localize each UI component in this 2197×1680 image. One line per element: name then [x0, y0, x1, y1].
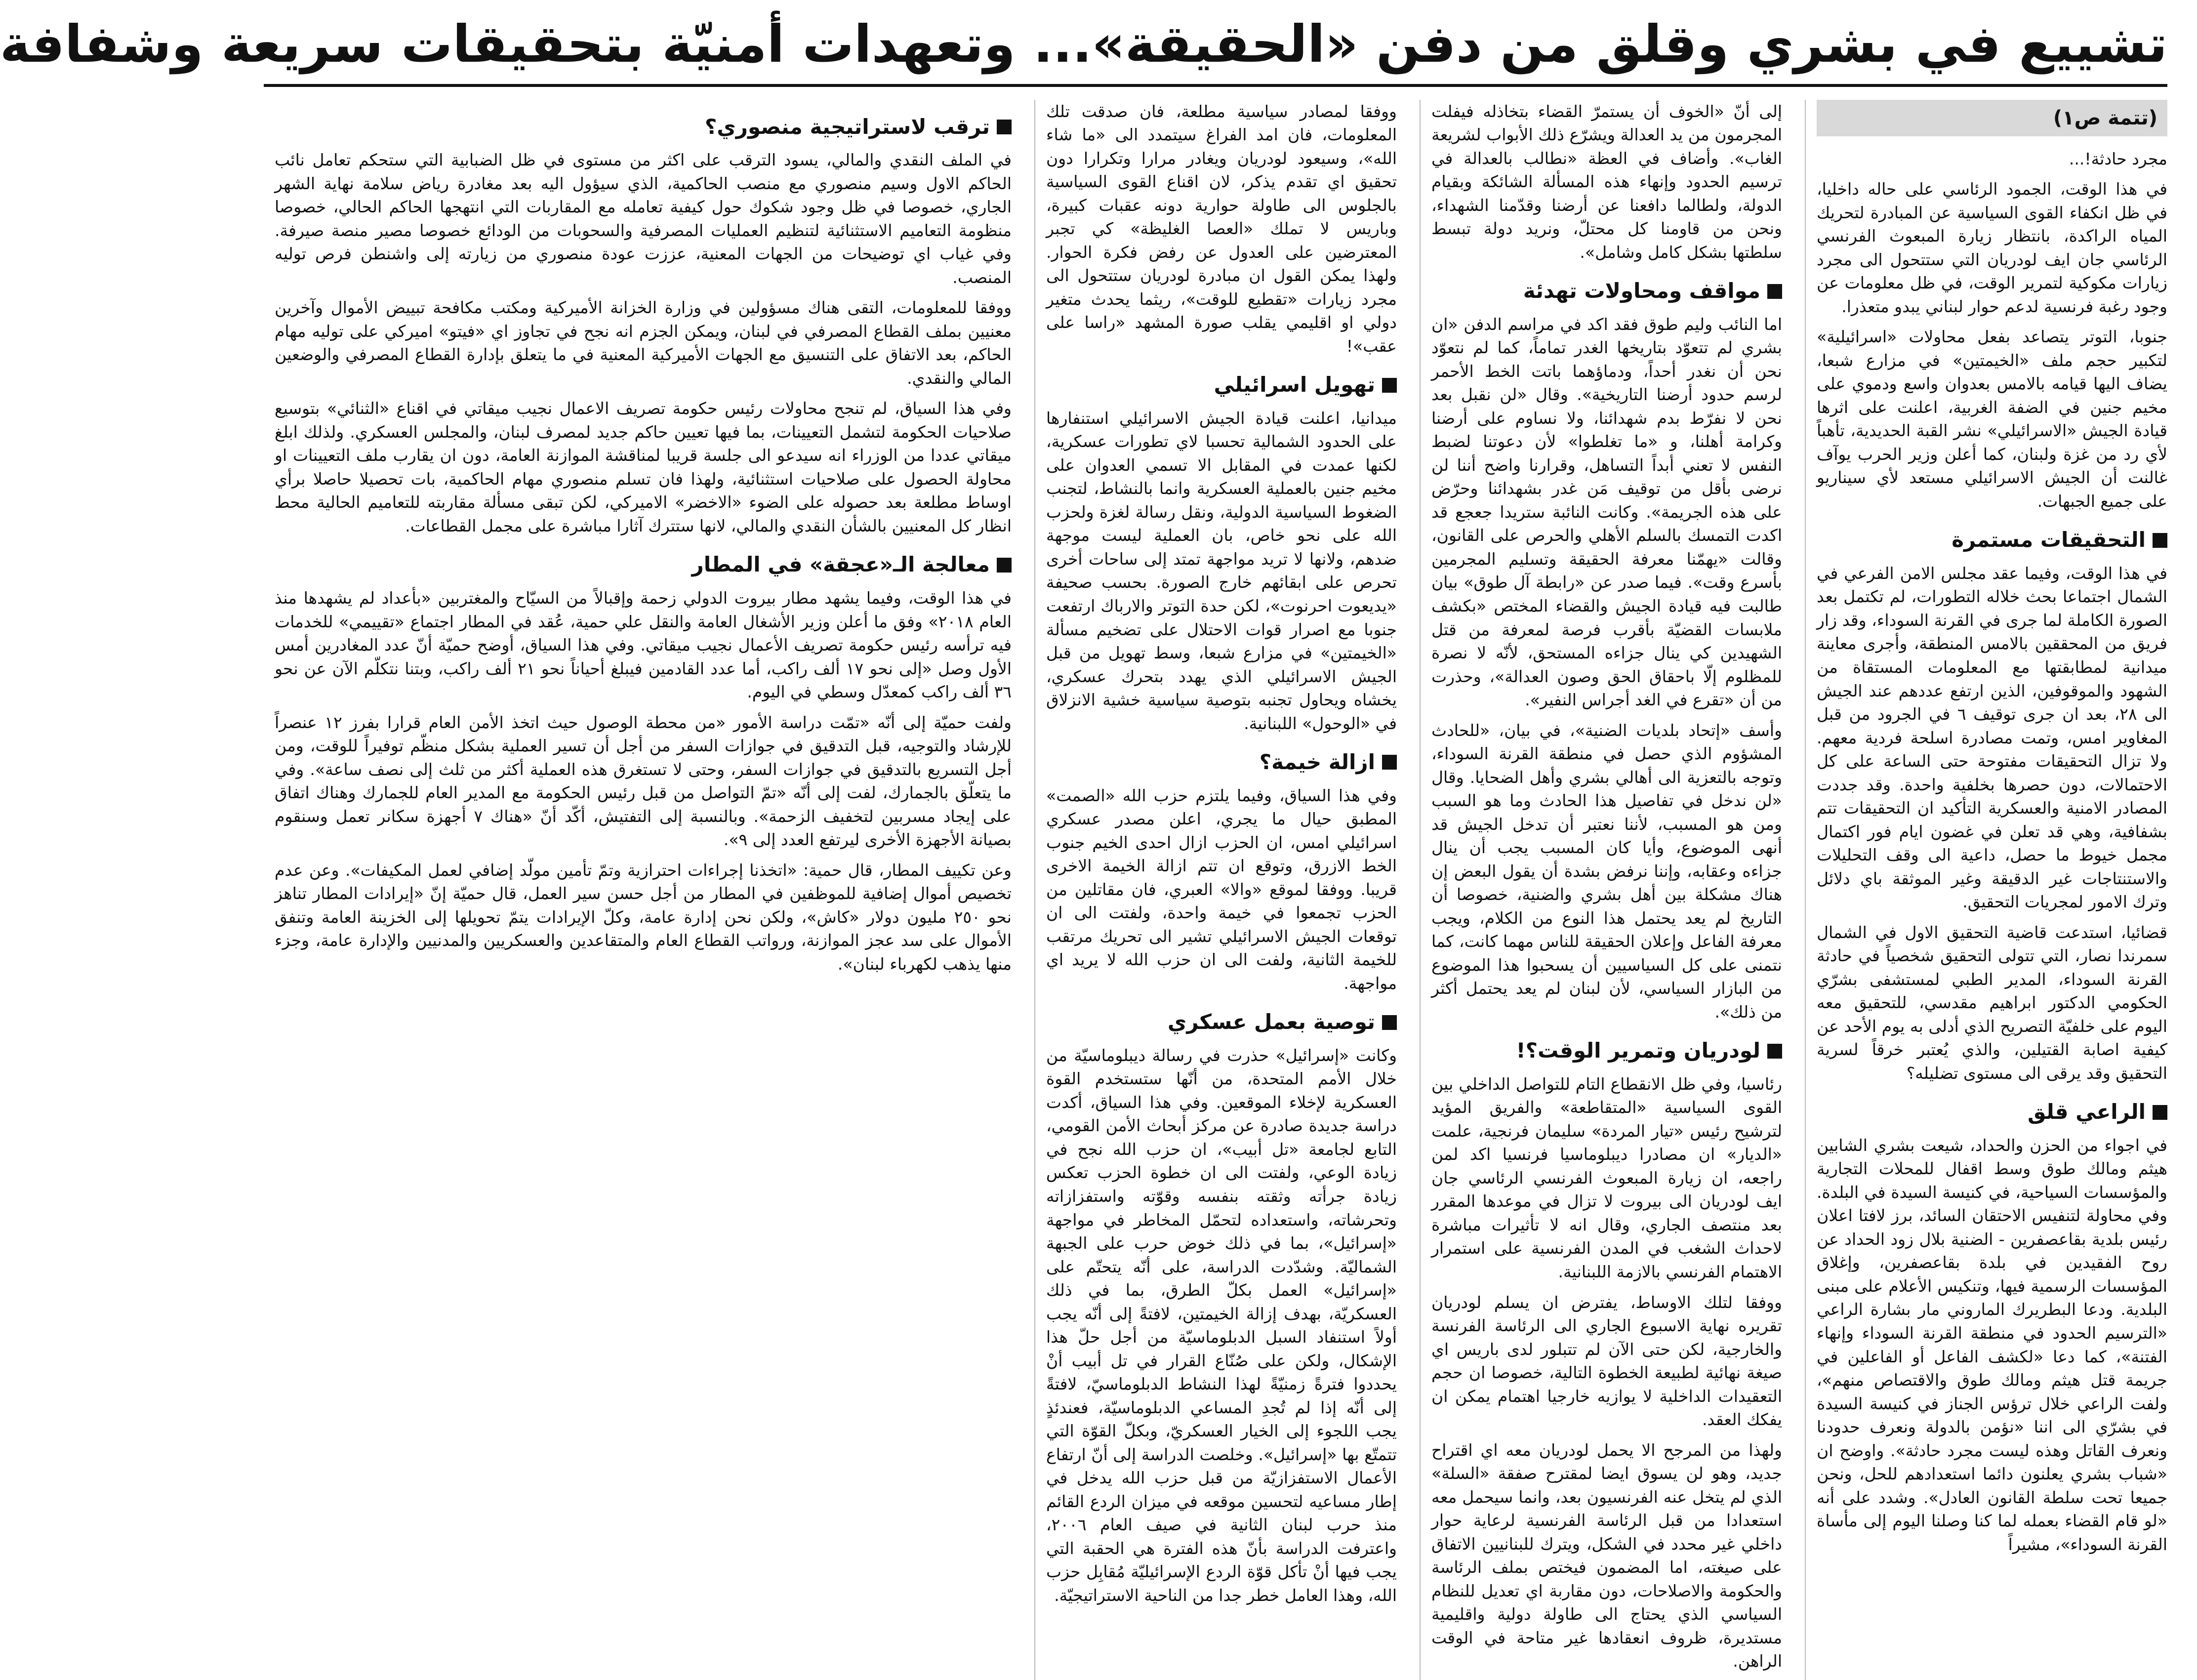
section-heading — [1431, 278, 1782, 305]
section-heading-text: توصية بعمل عسكري — [1167, 1010, 1375, 1034]
section-heading — [1046, 371, 1397, 399]
square-bullet-icon — [1382, 378, 1397, 393]
paragraph: في اجواء من الحزن والحداد، شيعت بشري الشابين هيثم ومالك طوق وسط اقفال للمحلات التجارية والمؤسسات السياحية، في كنيسة السيدة في البلدة. وفي محاولة لتنفيس الاحتقان السائد، برز لافتا اعلان رئيس بلدية بقاعصفرين - الضنية بلال زود الحداد عن روح الفقيدين في بلدة بقاعصفرين، وإغلاق المؤسسات الرسمية فيها، وتنكيس الأعلام على مبنى البلدية. ودعا البطريرك الماروني مار بشارة الراعي «الترسيم الحدود في منطقة القرنة السوداء وإنهاء الفتنة»، كما دعا «لكشف الفاعل أو الفاعلين في جريمة قتل هيثم ومالك طوق والاقتصاص منهم»، ولفت الراعي خلال ترؤس الجناز في كنيسة السيدة في بشرّي الى اننا «نؤمن بالدولة ونعرف حدودنا ونعرف القاتل وهذه ليست مجرد حادثة». واوضح ان «شباب بشري يعلنون دائما استعدادهم للحل، ونحن جميعا تحت سلطة القانون العادل». وشدد على أنه «لو قام القضاء بعمله لما كنا وصلنا اليوم إلى مأساة القرنة السوداء»، مشيراً — [1817, 1135, 2167, 1554]
square-bullet-icon — [1382, 1015, 1397, 1030]
paragraph: وأسف «إتحاد بلديات الضنية»، في بيان، «للحادث المشؤوم الذي حصل في منطقة القرنة السوداء، وتوجه بالتعزية الى أهالي بشري وأهل الضحايا. وقال «لن ندخل في تفاصيل هذا الحادث وما هو السبب ومن هو المسبب، لأننا نعتبر أن تدخل الجيش قد أنهى الموضوع، وأيا كان المسبب يجب أن ينال جزاءه وعقابه، وإننا نرفض بشدة أن يقول البعض إن هناك مشكلة بين أهل بشري والضنية، خصوصا أن التاريخ لم يعد يحتمل هذا النوع من الكلام، ويجب معرفة الفاعل وإعلان الحقيقة للناس مهما كانت، كما نتمنى على كل السياسيين أن يسحبوا هذا الموضوع من البازار السياسي، لأن لبنان لم يعد يحتمل أكثر من ذلك». — [1431, 720, 1782, 1022]
square-bullet-icon — [2153, 1105, 2167, 1120]
section-heading — [1046, 1009, 1397, 1036]
section-heading — [275, 114, 1012, 141]
section-heading — [275, 551, 1012, 578]
headline-rule — [264, 84, 2167, 87]
section-heading-text: مواقف ومحاولات تهدئة — [1523, 279, 1760, 303]
section-heading-text: الراعي قلق — [2028, 1100, 2146, 1124]
article-columns — [264, 100, 2168, 1671]
column-3 — [1034, 100, 1397, 1680]
paragraph: إلى أنّ «الخوف أن يستمرّ القضاء بتخاذله فيفلت المجرمون من يد العدالة ويشرّع ذلك الأبواب لشريعة الغاب». وأضاف في العظة «نطالب بالعدالة في ترسيم الحدود وإنهاء هذه المسألة الشائكة وبقيام الدولة، ولطالما دافعنا عن أرضنا وقدّمنا الشهداء، ونحن من قاومنا كل محتلّ، ونريد دولة تبسط سلطتها بشكل كامل وشامل». — [1431, 101, 1782, 262]
paragraph: رئاسيا، وفي ظل الانقطاع التام للتواصل الداخلي بين القوى السياسية «المتقاطعة» والفريق المؤيد لترشيح رئيس «تيار المردة» سليمان فرنجية، علمت «الديار» ان مصادرا ديبلوماسيا فرنسيا اكد لمن راجعه، ان زيارة المبعوث الفرنسي الرئاسي جان ايف لودريان الى بيروت لا تزال في موعدها المقرر بعد منتصف الجاري، وقال انه لا تأثيرات مباشرة لاحداث الشغب في المدن الفرنسية على استمرار الاهتمام الفرنسي بالازمة اللبنانية. — [1431, 1074, 1782, 1281]
column-1 — [1805, 100, 2167, 1680]
section-heading-text: التحقيقات مستمرة — [1952, 528, 2146, 552]
paragraph: وفي هذا السياق، وفيما يلتزم حزب الله «الصمت» المطبق حيال ما يجري، اعلن مصدر عسكري اسرائيلي امس، ان الحزب ازال احدى الخيم جنوب الخط الازرق، وتوقع ان تتم ازالة الخيمة الاخرى قريبا. ووفقا لموقع «والا» العبري، فان مقاتلين من الحزب تجمعوا في خيمة واحدة، ولفتت الى ان توقعات الجيش الاسرائيلي تشير الى تحريك مرتقب للخيمة الثانية، ولفت الى ان حزب الله لا يريد اي مواجهة. — [1046, 785, 1397, 993]
paragraph: في هذا الوقت، وفيما يشهد مطار بيروت الدولي زحمة وإقبالاً من السيّاح والمغتربين «بأعداد لم يشهدها منذ العام ٢٠١٨» وفق ما أعلن وزير الأشغال العامة والنقل علي حمية، عُقد في المطار اجتماع «تقييمي» للخدمات فيه ترأسه رئيس حكومة تصريف الأعمال نجيب ميقاتي. وفي هذا السياق، أوضح حميّة أنّ عدد المغادرين أمس الأول وصل «إلى نحو ١٧ ألف راكب، أما عدد القادمين فيبلغ أحياناً نحو ٢١ ألف راكب، وبتنا نتكلّم الآن عن نحو ٣٦ ألف راكب كمعدّل وسطي في اليوم. — [275, 588, 1012, 702]
square-bullet-icon — [997, 120, 1012, 134]
paragraph: مجرد حادثة!... — [2069, 149, 2167, 168]
section-heading-text: تهويل اسرائيلي — [1214, 372, 1375, 397]
paragraph: في الملف النقدي والمالي، يسود الترقب على اكثر من مستوى في ظل الضبابية التي ستحكم تعامل نائب الحاكم الاول وسيم منصوري مع منصب الحاكمية، الذي سيؤول اليه بعد مغادرة رياض سلامة نهاية الشهر الجاري، خصوصا في ظل وجود شكوك حول كيفية تعامله مع المقاربات التي انتهجها الحاكم الحالي، خصوصا منظومة التعاميم الاستثنائية لتنظيم العمليات المصرفية والسحوبات من الودائع خصوصا مصير منصة صيرفة. وفي غياب اي توضيحات من الجهات المعنية، عززت عودة منصوري من زيارته إلى واشنطن فرص توليه المنصب. — [275, 150, 1012, 287]
section-heading — [1431, 1037, 1782, 1065]
paragraph: في هذا الوقت، وفيما عقد مجلس الامن الفرعي في الشمال اجتماعا بحث خلاله التطورات، لم تكتمل بعد الصورة الكاملة لما جرى في القرنة السوداء، وقد زار فريق من المحققين بالامس المنطقة، وأجرى معاينة ميدانية لمطابقتها مع المعلومات المستقاة من الشهود والموقوفين، الذين ارتفع عددهم عند الجيش الى ٢٨، بعد ان جرى توقيف ٦ في الجرود من قبل المغاوير امس، وتمت مصادرة اسلحة فردية معهم. ولا تزال التحقيقات مفتوحة حتى الساعة على كل الاحتمالات، دون حصرها بخلفية واحدة. وقد جددت المصادر الامنية والعسكرية التأكيد ان التحقيقات تتم بشفافية، وهي قد تعلن في غضون ايام فور اكتمال مجمل خيوط ما حصل، داعية الى وقف التحليلات والاستنتاجات غير الدقيقة وغير الموثقة باي دلائل وترك الامور لمجريات التحقيق. — [1817, 563, 2168, 912]
square-bullet-icon — [2153, 533, 2167, 548]
paragraph: وعن تكييف المطار، قال حمية: «اتخذنا إجراءات احترازية وتمّ تأمين مولّد إضافي لعمل المكيفات». وعن عدم تخصيص أموال إضافية للموظفين في المطار من أجل حسن سير العمل، قال حميّة إنّ «إيرادات المطار تناهز نحو ٢٥٠ مليون دولار «كاش»، ولكن نحن إدارة عامة، وكلّ الإيرادات يتمّ تحويلها إلى الخزينة العامة وتنفق الأموال على سد عجز الموازنة، ورواتب القطاع العام والمتقاعدين والعسكريين والمدنيين والإدارة عامة، وجزء منها يذهب لكهرباء لبنان». — [275, 860, 1012, 974]
square-bullet-icon — [1767, 1044, 1782, 1059]
paragraph: ووفقا لتلك الاوساط، يفترض ان يسلم لودريان تقريره نهاية الاسبوع الجاري الى الرئاسة الفرنسة والخارجية، لكن حتى الآن لم تتبلور لدى باريس اي صيغة نهائية لطبيعة الخطوة التالية، خصوصا ان حجم التعقيدات الداخلية لا يوازيه خارجيا اهتمام يمكن ان يفكك العقد. — [1431, 1292, 1782, 1430]
paragraph: جنوبا، التوتر يتصاعد بفعل محاولات «اسرائيلية» لتكبير حجم ملف «الخيمتين» في مزارع شبعا، يضاف اليها قيامه بالامس بعدوان واسع ودموي على مخيم جنين في الضفة الغربية، اعلنت على اثرها قيادة الجيش «الاسرائيلي» نشر القبة الحديدية، تأهباً لأي رد من غزة ولبنان، كما أعلن وزير الحرب يوآف غالنت أن الجيش الاسرائيلي مستعد لأي سيناريو على جميع الجبهات. — [1817, 327, 2167, 511]
paragraph: وكانت «إسرائيل» حذرت في رسالة ديبلوماسيّة من خلال الأمم المتحدة، من أنّها ستستخدم القوة العسكرية لإخلاء الموقعين. وفي هذا السياق، أكدت دراسة جديدة صادرة عن مركز أبحاث الأمن القومي، التابع لجامعة «تل أبيب»، ان حزب الله نجح في زيادة الوعي، ولفتت الى ان خطوة الحزب تعكس زيادة جرأته وثقته بنفسه وقوّته واستفزازاته وتحرشاته، واستعداده لتحمّل المخاطر في مواجهة «إسرائيل»، بما في ذلك خوض حرب على الجبهة الشماليّة. وشدّدت الدراسة، على أنّه يتحتّم على «إسرائيل» العمل بكلّ الطرق، بما في ذلك العسكريّة، بهدف إزالة الخيمتين، لافتةً إلى أنّه يجب أولاً استنفاد السبل الدبلوماسيّة من أجل حلّ هذا الإشكال، ولكن على صُنّاع القرار في تل أبيب أنْ يحددوا فترةً زمنيّةً لهذا النشاط الدبلوماسيّ، لافتةً إلى أنّه إذا لم تُجدِ المساعي الدبلوماسيّة، فعندئذٍ يجب اللجوء إلى الخيار العسكريّ، وبكلّ القوّة التي تتمتّع بها «إسرائيل». وخلصت الدراسة إلى أنّ ارتفاع الأعمال الاستفزازيّة من قبل حزب الله يدخل في إطار مساعيه لتحسين موقعه في ميزان الردع القائم منذ حرب لبنان الثانية في صيف العام ٢٠٠٦، واعترفت الدراسة بأنّ هذه الفترة هي الحقبة التي يجب فيها أنْ تأكل قوّة الردع الإسرائيليّة مُقابِل حزب الله، وهذا العامل خطر جدا من الناحية الاستراتيجيّة. — [1046, 1045, 1397, 1605]
paragraph: وفي هذا السياق، لم تنجح محاولات رئيس حكومة تصريف الاعمال نجيب ميقاتي في اقناع «الثنائي» بتوسيع صلاحيات الحكومة لتشمل التعيينات، بما فيها تعيين حاكم جديد لمصرف لبنان، والمجلس العسكري. ولذلك ابلغ ميقاتي عددا من الوزراء انه سيدعو الى جلسة قريبا لمناقشة الموازنة العامة، دون ان يقارب ملف التعيينات او محاولة الحصول على صلاحيات استثنائية، ولهذا فان تسلم منصوري مهام الحاكمية، بات تحصيلا حاصلا برأي اوساط مطلعة بعد حصوله على الضوء «الاخضر» الاميركي، لكن تبقى مسألة مقاربته للتعاميم الحالية محط انظار كل المعنيين بالشأن النقدي والمالي، لانها ستترك آثارا مباشرة على مجمل القطاعات. — [275, 399, 1012, 535]
paragraph: ميدانيا، اعلنت قيادة الجيش الاسرائيلي استنفارها على الحدود الشمالية تحسبا لاي تطورات عسكرية، لكنها عمدت في المقابل الا تسمي العدوان على مخيم جنين بالعملية العسكرية وانما بالنشاط، لتجنب الضغوط السياسية الدولية، ونقل رسالة لغزة ولحزب الله على نحو خاص، بان العملية ليست موجهة ضدهم، ولانها لا تريد مواجهة تمتد إلى ساحات أخرى تحرص على ابقائهم خارج الصورة. بحسب صحيفة «يديعوت احرنوت»، لكن حدة التوتر والارباك ارتفعت جنوبا مع اصرار قوات الاحتلال على تضخيم مسألة «الخيمتين» في مزارع شبعا، وسط تهويل من قبل الجيش الاسرائيلي الذي يهدد بتحرك عسكري، يخشاه ويحاول تجنبه بتوصية سياسية خشية الانزلاق في «الوحول» اللبنانية. — [1046, 408, 1397, 733]
column-4 — [264, 100, 1012, 1680]
section-heading-text: ترقب لاستراتيجية منصوري؟ — [704, 114, 990, 139]
section-heading — [1046, 749, 1397, 776]
paragraph: ووفقا للمعلومات، التقى هناك مسؤولين في وزارة الخزانة الأميركية ومكتب مكافحة تبييض الأموال وآخرين معنيين بملف القطاع المصرفي في لبنان، ويمكن الجزم انه نجح في تجاوز اي «فيتو» اميركي على توليه مهام الحاكم، بعد الاتفاق على التنسيق مع الجهات الأميركية المعنية في ما يتعلق بإدارة القطاع المصرفي والوضعين المالي والنقدي. — [275, 298, 1012, 388]
section-heading — [1817, 527, 2167, 554]
section-heading — [1817, 1099, 2167, 1126]
paragraph: ولهذا من المرجح الا يحمل لودريان معه اي اقتراح جديد، وهو لن يسوق ايضا لمقترح صفقة «السلة» الذي لم يتخل عنه الفرنسيون بعد، وانما سيحمل معه استعدادا من قبل الرئاسة الفرنسية لرعاية حوار داخلي غير محدد في الشكل، ويترك للبنانيين الاتفاق على صيغته، اما المضمون فيختص بملف الرئاسة والحكومة والاصلاحات، دون مقاربة اي تعديل للنظام السياسي الذي يحتاج الى طاولة دولية واقليمية مستديرة، ظروف انعقادها غير متاحة في الوقت الراهن. — [1431, 1440, 1782, 1671]
paragraph: ولفت حميّة إلى أنّه «تمّت دراسة الأمور «من محطة الوصول حيث اتخذ الأمن العام قرارا بفرز ١٢ عنصراً للإرشاد والتوجيه، قبل التدقيق في جوازات السفر من أجل أن تسير العملية بشكل منظّم توفيراً للوقت، ومن أجل التسريع بالتدقيق في جوازات السفر، وحتى لا تستغرق هذه العملية أكثر من ثلث إلى نصف ساعة». وفي ما يتعلّق بالجمارك، لفت إلى أنّه «تمّ التواصل من قبل رئيس الحكومة مع المدير العام للجمارك وهناك اتفاق على إيجاد مسربين لتخفيف الزحمة». وبالنسبة إلى التفتيش، أكّد أنّ «هناك ٧ أجهزة سكانر تعمل وسنقوم بصيانة الأجهزة الأخرى ليرتفع العدد إلى ٩». — [275, 712, 1012, 850]
square-bullet-icon — [1767, 284, 1782, 299]
page-headline: تشييع في بشري وقلق من دفن «الحقيقة»... وتعهدات أمنيّة بتحقيقات سريعة وشفافة — [0, 14, 2167, 74]
section-heading-text: لودريان وتمرير الوقت؟! — [1516, 1038, 1760, 1063]
square-bullet-icon — [1382, 755, 1397, 770]
paragraph: اما النائب وليم طوق فقد اكد في مراسم الدفن «ان بشري لم تتعوّد بتاريخها الغدر تماماً، كما لم نتعوّد نحن أن نغدر أحداً، ودماؤهما باتت الخط الأحمر لرسم حدود أرضنا التاريخية». وقال «لن نقبل بعد نحن لا نفرّط بدم شهدائنا، ولا نساوم على أرضنا وكرامة أهلنا، و «ما تغلطوا» لأن دعوتنا لضبط النفس لا تعني أبداً التساهل، وقرارنا واضح أننا لن نرضى بأقل من توقيف مَن غدر بشهدائنا وحرّض على هذه الجريمة». وكانت النائبة ستريدا جعجع قد اكدت التمسك بالسلم الأهلي والحرص على القانون، وقالت «يهمّنا معرفة الحقيقة وتسليم المجرمين بأسرع وقت». فيما صدر عن «رابطة آل طوق» بيان طالبت فيه قيادة الجيش والقضاء المختص «بكشف ملابسات القضيّة بأقرب فرصة لمعرفة من قتل الشهيدين كي ينال جزاءه المستحق، لأنّه لا نصرة للمظلوم إلّا باحقاق الحق وصون العدالة»، وحذرت من أن «تقرع في الغد أجراس النفير». — [1431, 314, 1782, 710]
paragraph: ووفقا لمصادر سياسية مطلعة، فان صدقت تلك المعلومات، فان امد الفراغ سيتمدد الى «ما شاء الله»، وسيعود لودريان ويغادر مرارا وتكرارا دون تحقيق اي تقدم يذكر، لان اقناع القوى السياسية بالجلوس الى طاولة حوارية دونه عقبات كبيرة، وباريس لا تملك «العصا الغليظة» كي تجبر المعترضين على العدول عن رفض فكرة الحوار. ولهذا يمكن القول ان مبادرة لودريان ستتحول الى مجرد زيارات «تقطيع للوقت»، ريثما يحدث متغير دولي او اقليمي يقلب صورة المشهد «راسا على عقب»! — [1046, 101, 1397, 356]
square-bullet-icon — [997, 558, 1012, 573]
continuation-label: (تتمة ص١) — [1817, 100, 2167, 136]
section-heading-text: ازالة خيمة؟ — [1259, 750, 1375, 775]
paragraph: في هذا الوقت، الجمود الرئاسي على حاله داخليا، في ظل انكفاء القوى السياسية عن المبادرة لتحريك المياه الراكدة، بانتظار زيارة المبعوث الفرنسي الرئاسي جان ايف لودريان التي ستتحول الى مجرد زيارات مكوكية لتمرير الوقت، في ظل معلومات عن وجود رغبة فرنسية لدعم حوار لبناني يبدو متعذرا. — [1817, 179, 2167, 316]
section-heading-text: معالجة الـ«عجقة» في المطار — [692, 552, 990, 577]
column-2 — [1420, 100, 1782, 1680]
paragraph: قضائيا، استدعت قاضية التحقيق الاول في الشمال سمرندا نصار، التي تتولى التحقيق شخصياً في حادثة القرنة السوداء، المدير الطبي لمستشفى بشرّي الحكومي الدكتور ابراهيم مقدسي، للتحقيق معه اليوم على خلفيّة التصريح الذي أدلى به يوم الأحد عن كيفية اصابة القتيلين، والذي يُعتبر خرقاً لسرية التحقيق وقد يرقى الى مستوى تضليله؟ — [1817, 922, 2167, 1083]
